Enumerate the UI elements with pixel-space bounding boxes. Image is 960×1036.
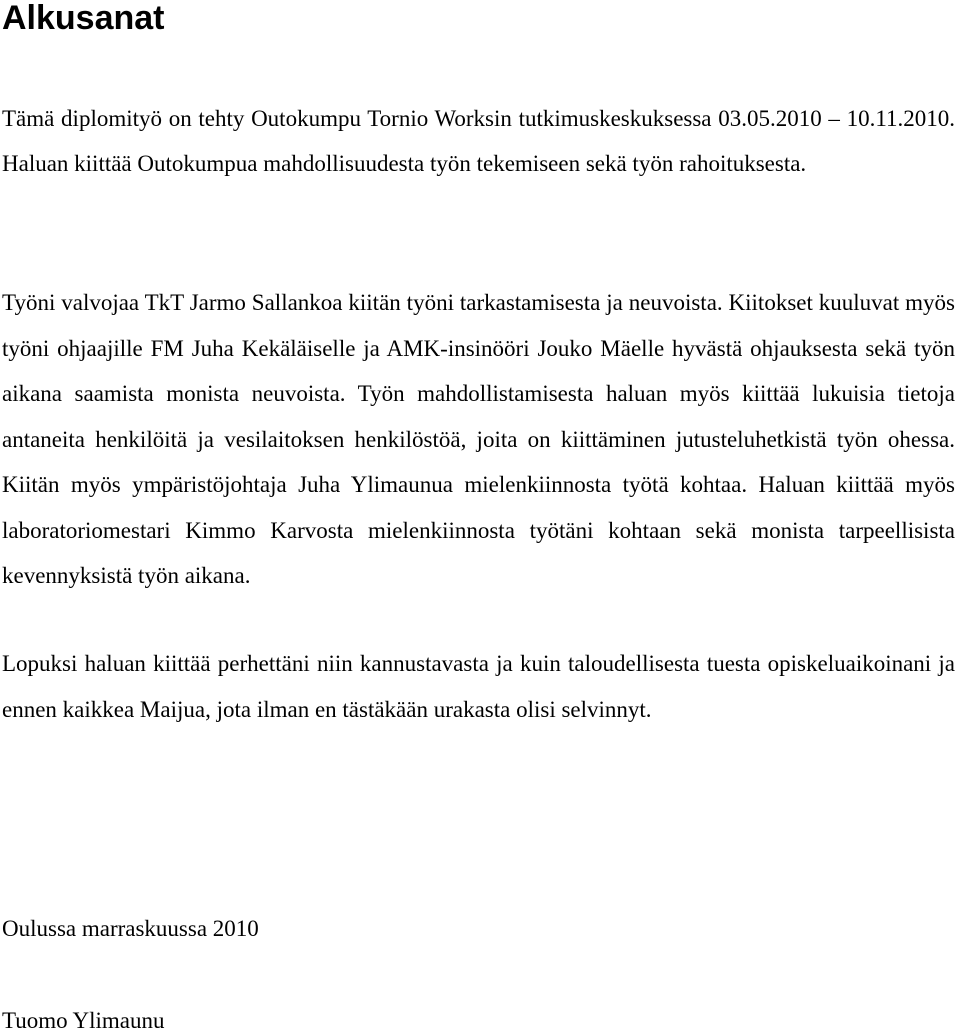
page-title: Alkusanat <box>2 0 165 37</box>
paragraph-acknowledgements: Työni valvojaa TkT Jarmo Sallankoa kiitän työni tarkastamisesta ja neuvoista. Kiitokset kuuluvat myös työni ohjaajille FM Juha Kekäläiselle ja AMK-insinööri Jouko Mäelle hyvästä ohjauksesta sekä työn aikana saamista monista neuvoista. Työn mahdollistamisesta haluan myös kiittää lukuisia tietoja antaneita henkilöitä ja vesilaitoksen henkilöstöä, joita on kiittäminen jutusteluhetkistä työn ohessa. Kiitän myös ympäristöjohtaja Juha Ylimaunua mielenkiinnosta työtä kohtaa. Haluan kiittää myös laboratoriomestari Kimmo Karvosta mielenkiinnosta työtäni kohtaan sekä monista tarpeellisista kevennyksistä työn aikana. <box>2 290 955 588</box>
place-date: Oulussa marraskuussa 2010 <box>2 916 259 941</box>
paragraph-intro: Tämä diplomityö on tehty Outokumpu Tornio Worksin tutkimuskeskuksessa 03.05.2010 – 10.11.2010. Haluan kiittää Outokumpua mahdollisuudesta työn tekemiseen sekä työn rahoituksesta. <box>2 106 955 176</box>
paragraph-closing: Lopuksi haluan kiittää perhettäni niin kannustavasta ja kuin taloudellisesta tuesta opiskeluaikoinani ja ennen kaikkea Maijua, jota ilman en tästäkään urakasta olisi selvinnyt. <box>2 651 955 722</box>
author-name: Tuomo Ylimaunu <box>2 1008 165 1033</box>
